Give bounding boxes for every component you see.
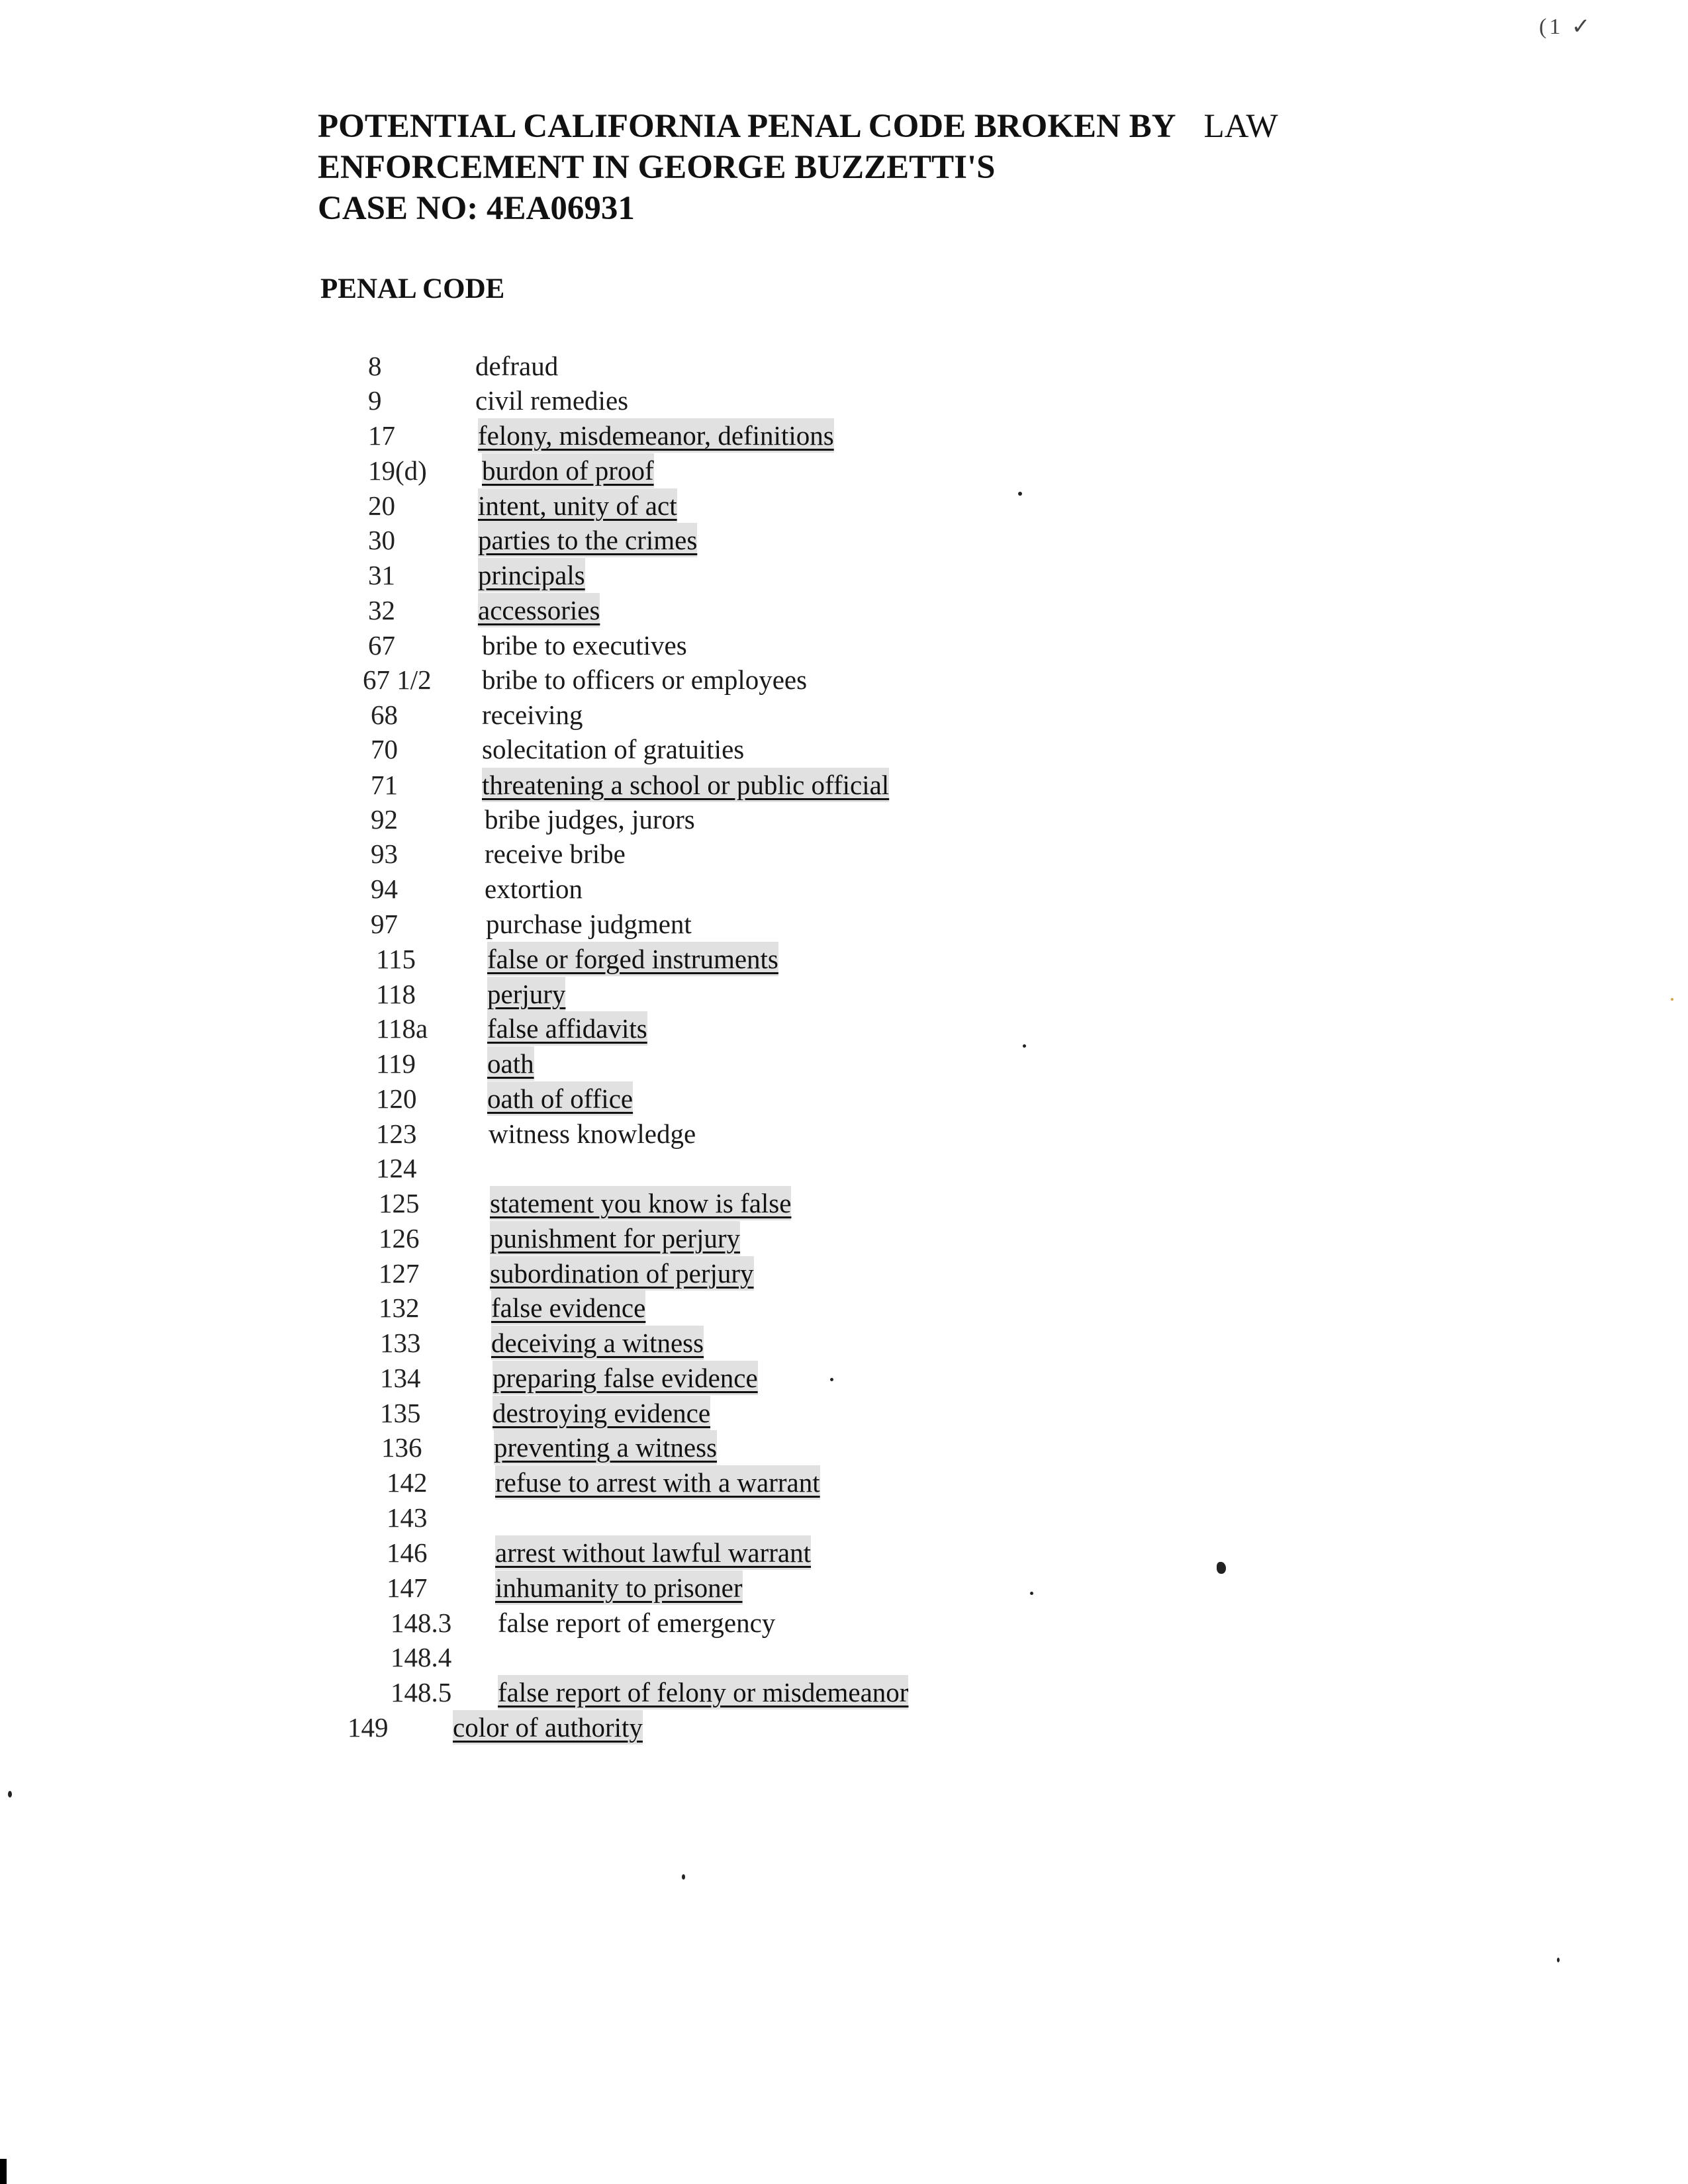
scan-speck [830, 1378, 833, 1381]
code-description: false affidavits [487, 1011, 647, 1046]
code-number: 143 [387, 1502, 428, 1533]
code-number: 20 [368, 490, 395, 521]
title-line-3: CASE NO: 4EA06931 [318, 190, 635, 227]
code-number: 146 [387, 1537, 428, 1568]
code-row [387, 1535, 1181, 1570]
code-row [380, 1361, 1174, 1395]
code-description: bribe judges, jurors [485, 804, 695, 835]
title-line-1-suffix: LAW [1203, 108, 1278, 145]
code-description: false or forged instruments [487, 942, 778, 976]
code-number: 123 [376, 1118, 417, 1149]
code-description: bribe to officers or employees [482, 664, 808, 695]
code-row [368, 628, 1162, 662]
code-number: 93 [371, 839, 398, 869]
code-number: 134 [380, 1363, 421, 1393]
code-row [371, 907, 1165, 941]
code-number: 32 [368, 595, 395, 625]
code-description: extortion [485, 874, 583, 904]
code-description: witness knowledge [489, 1118, 696, 1149]
title-line-1 [318, 106, 1278, 147]
code-description: preparing false evidence [492, 1361, 758, 1395]
code-number: 119 [376, 1048, 416, 1079]
code-row [371, 837, 1165, 871]
code-row [376, 1116, 1170, 1151]
code-number: 127 [379, 1258, 420, 1289]
scan-edge-bar [0, 2159, 7, 2184]
code-row [387, 1500, 1181, 1535]
code-row [368, 349, 1162, 383]
code-row [380, 1326, 1174, 1360]
code-description: subordination of perjury [490, 1256, 754, 1291]
code-row [376, 977, 1170, 1011]
document-title [318, 106, 1278, 229]
code-number: 136 [381, 1432, 422, 1463]
code-description: statement you know is false [490, 1186, 791, 1220]
code-number: 9 [368, 385, 382, 416]
code-row [391, 1606, 1185, 1640]
code-row [368, 453, 1162, 488]
code-number: 67 [368, 630, 395, 660]
code-number: 147 [387, 1572, 428, 1603]
code-row [376, 1081, 1170, 1116]
code-description: burdon of proof [482, 453, 654, 488]
scan-speck [1217, 1562, 1226, 1574]
code-description: deceiving a witness [491, 1326, 704, 1360]
code-row [376, 942, 1170, 976]
code-number: 30 [368, 525, 395, 555]
code-number: 94 [371, 874, 398, 904]
code-number: 118 [376, 979, 416, 1009]
code-number: 148.4 [391, 1642, 452, 1672]
code-description: arrest without lawful warrant [495, 1535, 811, 1570]
code-number: 70 [371, 734, 398, 764]
code-row [391, 1640, 1185, 1674]
code-row [379, 1256, 1173, 1291]
code-row [387, 1570, 1181, 1605]
code-description: felony, misdemeanor, definitions [478, 418, 834, 453]
code-number: 120 [376, 1083, 417, 1114]
code-description: false evidence [491, 1291, 645, 1325]
code-description: perjury [487, 977, 565, 1011]
code-number: 17 [368, 420, 395, 451]
code-description: oath of office [487, 1081, 633, 1116]
code-row [363, 662, 1157, 697]
scan-speck [1030, 1592, 1033, 1595]
code-row [371, 872, 1165, 906]
code-description: color of authority [453, 1710, 643, 1745]
code-number: 132 [379, 1293, 420, 1323]
code-row [380, 1396, 1174, 1430]
code-number: 133 [380, 1328, 421, 1358]
scan-speck [1557, 1958, 1560, 1962]
code-row [379, 1221, 1173, 1255]
code-description: oath [487, 1046, 534, 1081]
code-number: 135 [380, 1398, 421, 1428]
code-row [368, 593, 1162, 627]
code-row [376, 1151, 1170, 1185]
code-row [381, 1430, 1176, 1465]
code-number: 71 [371, 770, 398, 800]
code-number: 118a [376, 1013, 428, 1044]
code-number: 126 [379, 1223, 420, 1253]
code-row [368, 488, 1162, 523]
code-description: civil remedies [475, 385, 629, 416]
code-description: refuse to arrest with a warrant [495, 1465, 820, 1500]
code-description: false report of felony or misdemeanor [498, 1675, 908, 1709]
code-row [371, 732, 1165, 766]
code-description: solecitation of gratuities [482, 734, 745, 764]
corner-mark: (1 ✓ [1539, 15, 1593, 39]
code-description: inhumanity to prisoner [495, 1570, 743, 1605]
code-description: purchase judgment [486, 909, 692, 939]
scan-speck [1671, 998, 1673, 1001]
code-description: preventing a witness [494, 1430, 717, 1465]
scan-speck [1018, 492, 1022, 496]
code-row [371, 802, 1165, 837]
code-row [368, 523, 1162, 557]
code-row [371, 768, 1165, 802]
title-line-2: ENFORCEMENT IN GEORGE BUZZETTI'S [318, 149, 996, 186]
code-description: receive bribe [485, 839, 626, 869]
code-number: 124 [376, 1153, 417, 1183]
scan-speck [1023, 1044, 1026, 1048]
scan-speck [682, 1874, 685, 1880]
code-number: 67 1/2 [363, 664, 432, 695]
code-number: 142 [387, 1467, 428, 1498]
code-row [348, 1710, 1142, 1745]
title-line-1-text: POTENTIAL CALIFORNIA PENAL CODE BROKEN BY [318, 108, 1176, 145]
code-number: 68 [371, 700, 398, 730]
code-row [368, 383, 1162, 418]
code-row [376, 1011, 1170, 1046]
code-row [379, 1291, 1173, 1325]
code-number: 19(d) [368, 455, 427, 486]
code-description: parties to the crimes [478, 523, 697, 557]
code-description: accessories [478, 593, 600, 627]
code-description: punishment for perjury [490, 1221, 740, 1255]
code-number: 92 [371, 804, 398, 835]
scan-speck [8, 1791, 12, 1797]
code-description: threatening a school or public official [482, 768, 889, 802]
code-row [387, 1465, 1181, 1500]
code-description: bribe to executives [482, 630, 687, 660]
code-description: receiving [482, 700, 583, 730]
code-row [379, 1186, 1173, 1220]
code-number: 8 [368, 351, 382, 381]
code-row [371, 698, 1165, 732]
code-number: 125 [379, 1188, 420, 1218]
code-description: destroying evidence [492, 1396, 710, 1430]
section-heading: PENAL CODE [320, 273, 505, 304]
code-row [376, 1046, 1170, 1081]
code-description: defraud [475, 351, 559, 381]
code-description: intent, unity of act [478, 488, 677, 523]
code-row [368, 558, 1162, 592]
code-number: 97 [371, 909, 398, 939]
code-number: 148.5 [391, 1677, 452, 1707]
code-row [368, 418, 1162, 453]
code-description: false report of emergency [498, 1608, 776, 1638]
code-number: 149 [348, 1712, 389, 1743]
code-row [391, 1675, 1185, 1709]
code-number: 148.3 [391, 1608, 452, 1638]
code-number: 31 [368, 560, 395, 590]
code-description: principals [478, 558, 585, 592]
code-number: 115 [376, 944, 416, 974]
